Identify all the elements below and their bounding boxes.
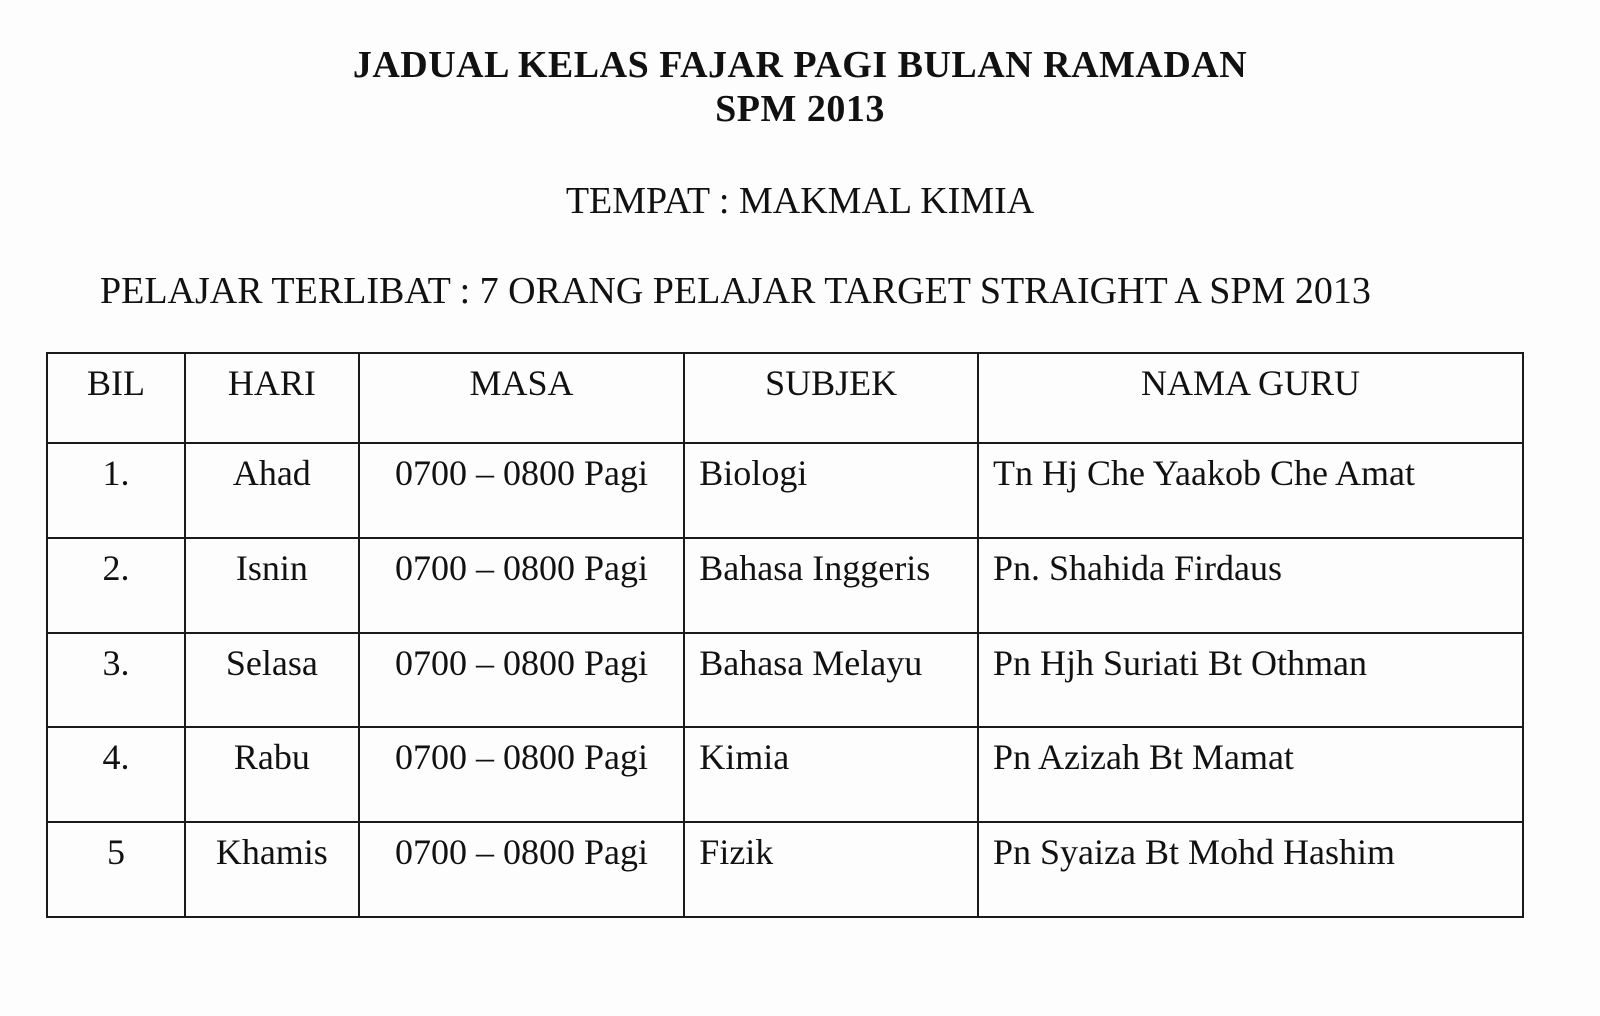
students-line: PELAJAR TERLIBAT : 7 ORANG PELAJAR TARGET STRAIGHT A SPM 2013 <box>100 270 1371 312</box>
column-header-bil: BIL <box>47 353 185 443</box>
cell-hari: Khamis <box>185 822 359 917</box>
schedule-table <box>46 352 1524 918</box>
cell-hari: Selasa <box>185 633 359 728</box>
cell-hari: Rabu <box>185 727 359 822</box>
cell-nama-guru: Pn Azizah Bt Mamat <box>978 727 1523 822</box>
cell-masa: 0700 – 0800 Pagi <box>359 538 685 633</box>
cell-subjek: Bahasa Inggeris <box>684 538 978 633</box>
cell-bil: 5 <box>47 822 185 917</box>
table-row <box>47 443 1523 538</box>
cell-nama-guru: Pn. Shahida Firdaus <box>978 538 1523 633</box>
table-row <box>47 633 1523 728</box>
cell-masa: 0700 – 0800 Pagi <box>359 443 685 538</box>
cell-bil: 2. <box>47 538 185 633</box>
cell-nama-guru: Pn Syaiza Bt Mohd Hashim <box>978 822 1523 917</box>
cell-masa: 0700 – 0800 Pagi <box>359 633 685 728</box>
cell-hari: Isnin <box>185 538 359 633</box>
cell-bil: 4. <box>47 727 185 822</box>
document-title: JADUAL KELAS FAJAR PAGI BULAN RAMADAN <box>352 44 1248 86</box>
location-line: TEMPAT : MAKMAL KIMIA <box>565 180 1035 222</box>
cell-subjek: Kimia <box>684 727 978 822</box>
cell-masa: 0700 – 0800 Pagi <box>359 727 685 822</box>
cell-masa: 0700 – 0800 Pagi <box>359 822 685 917</box>
cell-subjek: Fizik <box>684 822 978 917</box>
document-subtitle: SPM 2013 <box>715 88 885 130</box>
column-header-hari: HARI <box>185 353 359 443</box>
cell-subjek: Bahasa Melayu <box>684 633 978 728</box>
cell-nama-guru: Pn Hjh Suriati Bt Othman <box>978 633 1523 728</box>
table-row <box>47 727 1523 822</box>
table-row <box>47 822 1523 917</box>
column-header-masa: MASA <box>359 353 685 443</box>
cell-bil: 1. <box>47 443 185 538</box>
column-header-subjek: SUBJEK <box>684 353 978 443</box>
cell-bil: 3. <box>47 633 185 728</box>
column-header-nama-guru: NAMA GURU <box>978 353 1523 443</box>
cell-subjek: Biologi <box>684 443 978 538</box>
cell-nama-guru: Tn Hj Che Yaakob Che Amat <box>978 443 1523 538</box>
table-header-row <box>47 353 1523 443</box>
table-row <box>47 538 1523 633</box>
cell-hari: Ahad <box>185 443 359 538</box>
